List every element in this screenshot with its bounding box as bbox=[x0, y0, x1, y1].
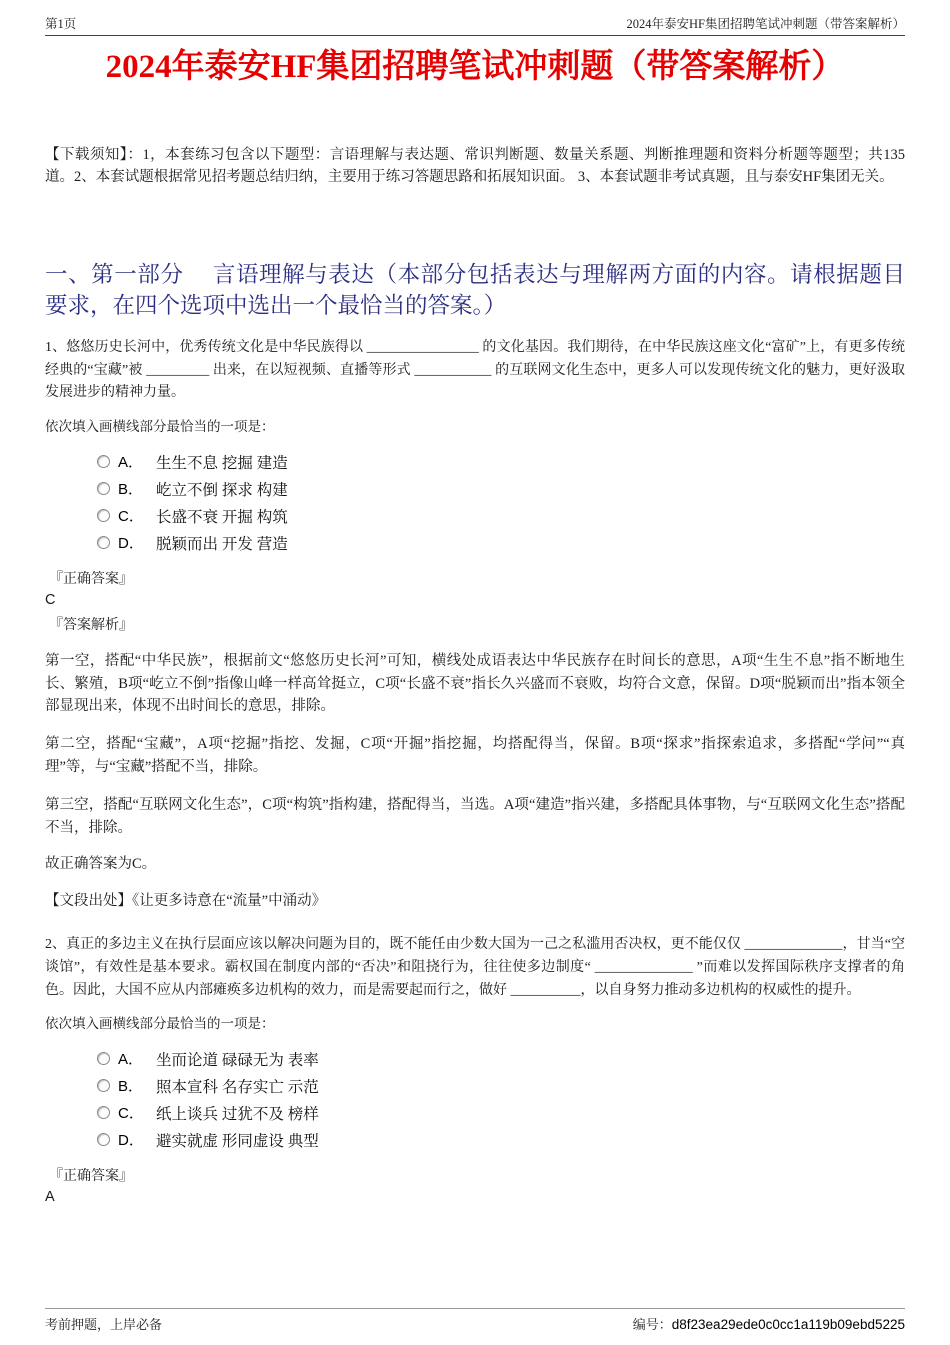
correct-answer-value: A bbox=[45, 1189, 55, 1206]
header-rule bbox=[45, 35, 905, 36]
analysis-paragraph-2: 第二空，搭配“宝藏”，A项“挖掘”指挖、发掘，C项“开掘”指挖掘，均搭配得当，保留。B项“探求”指探索追求，多搭配“学问”“真理”等，与“宝藏”搭配不当，排除。 bbox=[45, 736, 905, 775]
option-text: 坐而论道 碌碌无为 表率 bbox=[156, 1051, 319, 1069]
serial-value: d8f23ea29ede0c0cc1a119b09ebd5225 bbox=[671, 1317, 905, 1332]
option-row-b[interactable] bbox=[97, 475, 905, 502]
analysis-label: 『答案解析』 bbox=[49, 618, 133, 634]
option-letter: C． bbox=[118, 1105, 144, 1123]
option-letter: C． bbox=[118, 508, 144, 526]
option-row-d[interactable] bbox=[97, 1126, 905, 1153]
document-page bbox=[45, 0, 905, 1205]
fill-in-prompt: 依次填入画横线部分最恰当的一项是： bbox=[45, 419, 275, 435]
option-text: 照本宣科 名存实亡 示范 bbox=[156, 1078, 319, 1096]
fill-in-prompt: 依次填入画横线部分最恰当的一项是： bbox=[45, 1016, 275, 1032]
option-letter: A． bbox=[118, 1051, 144, 1069]
option-text: 屹立不倒 探求 构建 bbox=[156, 481, 288, 499]
radio-button[interactable] bbox=[97, 1052, 110, 1065]
serial-label: 编号： bbox=[632, 1317, 672, 1332]
question-stem: 1、悠悠历史长河中，优秀传统文化是中华民族得以 ________________ 的文化基因。我们期待，在中华民族这座文化“富矿”上，有更多传统经典的“宝藏”被 _________ 出来，在以短视频、直播等形式 ___________ 的互联网文化生态中，更多人可以发现传统文化的魅力，更好汲取发展进步的精神力量。 bbox=[45, 340, 905, 401]
option-row-c[interactable] bbox=[97, 1099, 905, 1126]
question-stem: 2、真正的多边主义在执行层面应该以解决问题为目的，既不能任由少数大国为一己之私滥用否决权，更不能仅仅 ______________，甘当“空谈馆”，有效性是基本要求。霸权国在制度内部的“否决”和阻挠行为，往往使多边制度“ ______________ ”而难以发挥国际秩序支撑者的角色。因此，大国不应从内部瘫痪多边机构的效力，而是需要起而行之，做好 __________，以自身努力推动多边机构的权威性的提升。 bbox=[45, 937, 905, 998]
running-doc-title: 2024年泰安HF集团招聘笔试冲刺题（带答案解析） bbox=[626, 17, 905, 31]
option-row-b[interactable] bbox=[97, 1072, 905, 1099]
option-letter: B． bbox=[118, 1078, 144, 1096]
option-text: 长盛不衰 开掘 构筑 bbox=[156, 508, 288, 526]
analysis-conclusion: 故正确答案为C。 bbox=[45, 856, 157, 873]
options-group bbox=[97, 1045, 905, 1153]
radio-button[interactable] bbox=[97, 536, 110, 549]
option-text: 脱颖而出 开发 营造 bbox=[156, 535, 288, 553]
analysis-paragraph-3: 第三空，搭配“互联网文化生态”，C项“构筑”指构建，搭配得当，当选。A项“建造”指兴建，多搭配具体事物，与“互联网文化生态”搭配不当，排除。 bbox=[45, 797, 905, 836]
option-letter: D． bbox=[118, 535, 144, 553]
question-2 bbox=[45, 934, 905, 1205]
radio-button[interactable] bbox=[97, 1106, 110, 1119]
option-letter: D． bbox=[118, 1132, 144, 1150]
analysis-paragraph-1: 第一空，搭配“中华民族”，根据前文“悠悠历史长河”可知，横线处成语表达中华民族存在时间长的意思，A项“生生不息”指不断地生长、繁殖，B项“屹立不倒”指像山峰一样高耸挺立，C项“长盛不衰”指长久兴盛而不衰败，均符合文意，保留。D项“脱颖而出”指本领全部显现出来，体现不出时间长的意思，排除。 bbox=[45, 653, 905, 714]
footer-rule bbox=[45, 1308, 905, 1309]
correct-answer-label: 『正确答案』 bbox=[49, 1169, 133, 1185]
radio-button[interactable] bbox=[97, 509, 110, 522]
option-row-a[interactable] bbox=[97, 448, 905, 475]
option-text: 避实就虚 形同虚设 典型 bbox=[156, 1132, 319, 1150]
radio-button[interactable] bbox=[97, 455, 110, 468]
footer-slogan: 考前押题，上岸必备 bbox=[45, 1317, 163, 1332]
page-footer bbox=[45, 1308, 905, 1333]
option-text: 纸上谈兵 过犹不及 榜样 bbox=[156, 1105, 319, 1123]
running-header bbox=[45, 14, 905, 35]
correct-answer-label: 『正确答案』 bbox=[49, 572, 133, 588]
radio-button[interactable] bbox=[97, 482, 110, 495]
radio-button[interactable] bbox=[97, 1079, 110, 1092]
question-1 bbox=[45, 337, 905, 912]
doc-serial bbox=[633, 1314, 905, 1333]
option-row-a[interactable] bbox=[97, 1045, 905, 1072]
options-group bbox=[97, 448, 905, 556]
option-text: 生生不息 挖掘 建造 bbox=[156, 454, 288, 472]
document-title: 2024年泰安HF集团招聘笔试冲刺题（带答案解析） bbox=[105, 49, 845, 85]
download-notice: 【下载须知】：1，本套练习包含以下题型：言语理解与表达题、常识判断题、数量关系题、判断推理题和资料分析题等题型；共135道。2、本套试题根据常见招考题总结归纳，主要用于练习答题思路和拓展知识面。 3、本套试题非考试真题，且与泰安HF集团无关。 bbox=[45, 147, 905, 186]
option-row-d[interactable] bbox=[97, 529, 905, 556]
option-letter: B． bbox=[118, 481, 144, 499]
option-letter: A． bbox=[118, 454, 144, 472]
radio-button[interactable] bbox=[97, 1133, 110, 1146]
source-note: 【文段出处】《让更多诗意在“流量”中涌动》 bbox=[45, 892, 327, 909]
option-row-c[interactable] bbox=[97, 502, 905, 529]
page-number: 第1页 bbox=[45, 17, 77, 31]
section-heading: 一、第一部分 言语理解与表达（本部分包括表达与理解两方面的内容。请根据题目要求，在四个选项中选出一个最恰当的答案。） bbox=[45, 261, 905, 318]
correct-answer-value: C bbox=[45, 592, 56, 609]
